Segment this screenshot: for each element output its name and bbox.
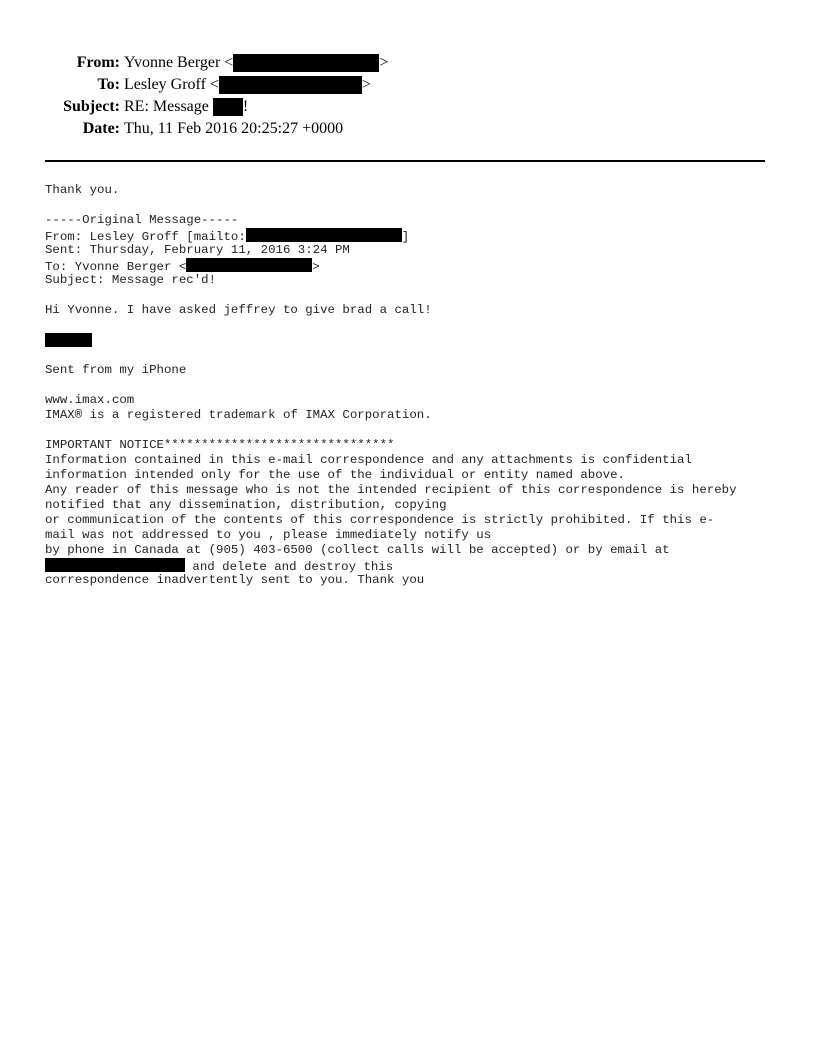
redacted-block <box>186 258 312 272</box>
redacted-block <box>213 98 243 116</box>
date-value: Thu, 11 Feb 2016 20:25:27 +0000 <box>124 120 344 137</box>
to-label: To: <box>97 76 120 93</box>
original-message: Hi Yvonne. I have asked jeffrey to give brad a call! <box>45 303 432 317</box>
subject-label: Subject: <box>63 98 120 115</box>
signature: Sent from my iPhone <box>45 363 187 377</box>
notice-line: by phone in Canada at (905) 403-6500 (collect calls will be accepted) or by email at <box>45 543 670 557</box>
redacted-block <box>233 54 379 72</box>
original-subject: Subject: Message rec'd! <box>45 273 217 287</box>
to-name: Lesley Groff < <box>124 76 219 93</box>
trademark-text: IMAX® is a registered trademark of IMAX Corporation. <box>45 408 432 422</box>
original-from-text: From: Lesley Groff [mailto: <box>45 230 246 244</box>
notice-line: mail was not addressed to you , please immediately notify us <box>45 528 492 542</box>
original-to-suffix: > <box>312 260 320 274</box>
from-value <box>124 52 388 74</box>
original-from-suffix: ] <box>401 230 410 244</box>
subject-value <box>124 96 248 118</box>
notice-line: Information contained in this e-mail correspondence and any attachments is confidential <box>45 453 692 467</box>
notice-line: Any reader of this message who is not the intended recipient of this correspondence is hereby <box>45 483 737 497</box>
website-text: www.imax.com <box>45 393 135 407</box>
notice-line: correspondence inadvertently sent to you. Thank you <box>45 573 425 587</box>
reply-text: Thank you. <box>45 183 120 197</box>
original-to-text: To: Yvonne Berger < <box>45 260 187 274</box>
original-separator: -----Original Message----- <box>45 213 239 227</box>
notice-line: information intended only for the use of the individual or entity named above. <box>45 468 625 482</box>
original-sent: Sent: Thursday, February 11, 2016 3:24 PM <box>45 243 350 257</box>
notice-line: or communication of the contents of this correspondence is strictly prohibited. If this e- <box>45 513 715 527</box>
from-name: Yvonne Berger < <box>124 54 234 71</box>
subject-suffix: ! <box>242 98 249 115</box>
redacted-block <box>45 333 92 347</box>
from-label: From: <box>76 54 120 71</box>
to-suffix: > <box>361 76 371 93</box>
date-row <box>0 118 816 140</box>
notice-line: notified that any dissemination, distribution, copying <box>45 498 447 512</box>
from-row <box>0 52 816 74</box>
redacted-block <box>246 228 402 242</box>
redacted-block <box>219 76 362 94</box>
notice-heading: IMPORTANT NOTICE******************************* <box>45 438 395 452</box>
header-divider <box>45 160 765 162</box>
redacted-block <box>45 558 185 572</box>
subject-text: RE: Message <box>124 98 213 115</box>
from-suffix: > <box>379 54 389 71</box>
notice-line-text: and delete and destroy this <box>185 560 394 574</box>
to-row <box>0 74 816 96</box>
to-value <box>124 74 371 96</box>
date-label: Date: <box>82 120 120 137</box>
subject-row <box>0 96 816 118</box>
